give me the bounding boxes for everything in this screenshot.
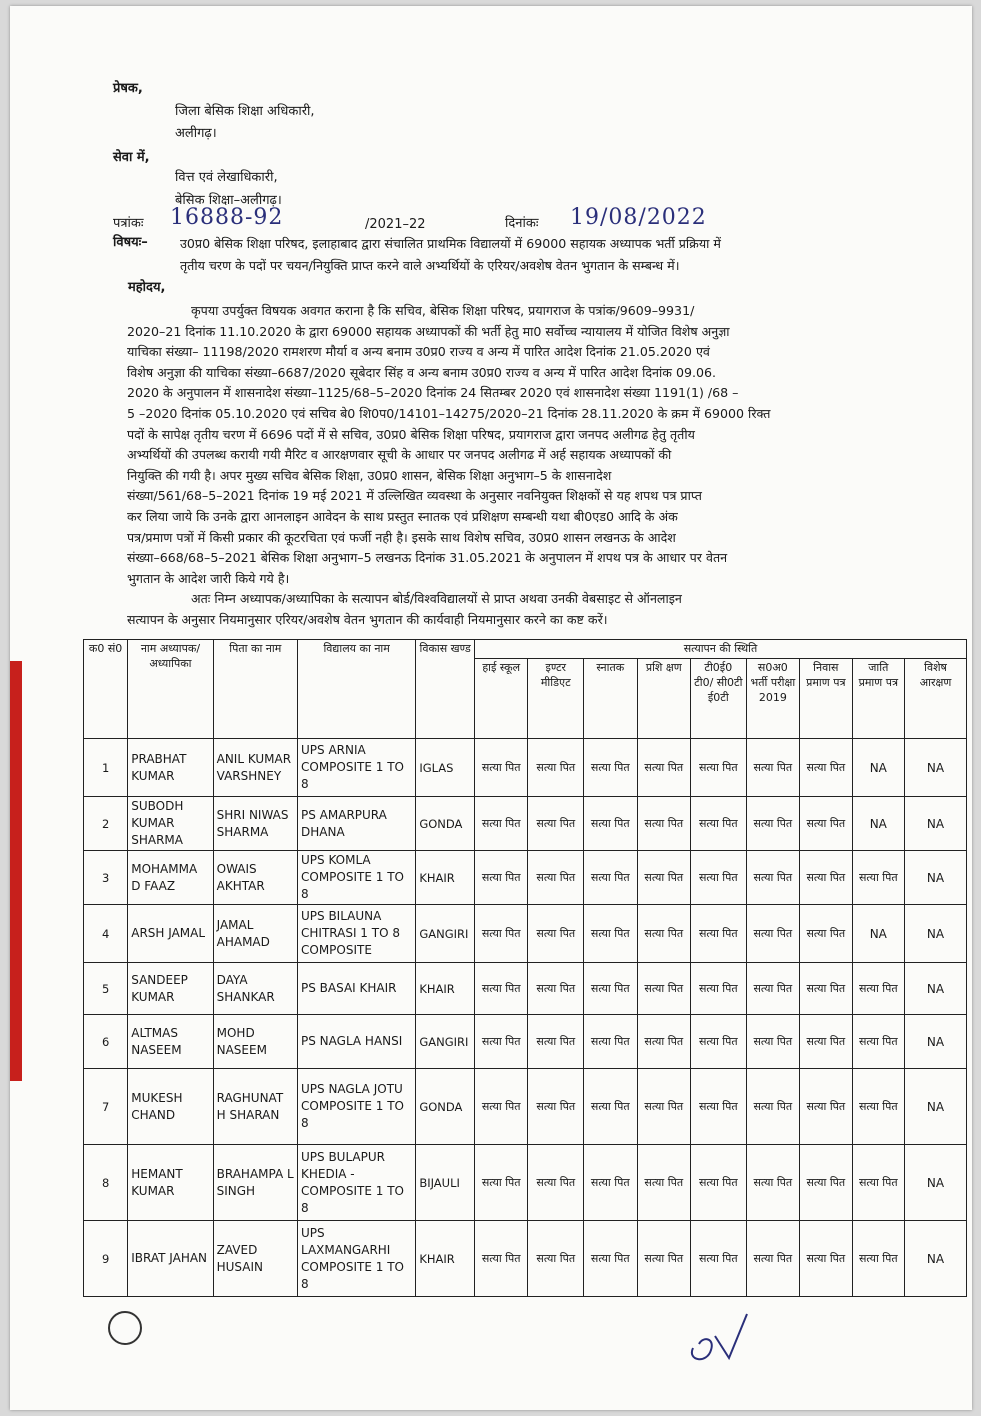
body-line: याचिका संख्या– 11198/2020 रामशरण मौर्या व अन्य बनाम उ0प्र0 राज्य व अन्य में पारित आदेश दिनांक 21.05.2020 एवं [127,344,710,360]
cell-father-name: ZAVED HUSAIN [213,1221,297,1297]
cell-verified: सत्या पित [474,851,528,905]
sub-header: जाति प्रमाण पत्र [852,659,904,739]
ref-label: पत्रांकः [113,216,144,231]
cell-sno: 9 [84,1221,128,1297]
sub-header: निवास प्रमाण पत्र [800,659,852,739]
col-header-name: नाम अध्यापक/ अध्यापिका [128,640,213,739]
cell-verified: सत्या पित [746,851,800,905]
cell-teacher-name: SANDEEP KUMAR [128,963,213,1015]
cell-father-name: DAYA SHANKAR [213,963,297,1015]
subject-line1: उ0प्र0 बेसिक शिक्षा परिषद, इलाहाबाद द्वारा संचालित प्राथमिक विद्यालयों में 69000 सहायक अध्यापक भर्ती प्रक्रिया में [180,236,721,251]
cell-sno: 7 [84,1069,128,1145]
cell-block: GONDA [416,1069,475,1145]
cell-sno: 4 [84,905,128,963]
cell-caste-certificate: NA [852,739,904,797]
cell-caste-certificate: सत्या पित [852,1069,904,1145]
cell-school-name: UPS BULAPUR KHEDIA - COMPOSITE 1 TO 8 [298,1145,416,1221]
cell-verified: सत्या पित [800,1015,852,1069]
closing-line: सत्यापन के अनुसार नियमानुसार एरियर/अवशेष वेतन भुगतान की कार्यवाही नियमानुसार करने का कष्ट करें। [127,611,608,627]
cell-verified: सत्या पित [528,797,584,851]
cell-school-name: UPS KOMLA COMPOSITE 1 TO 8 [298,851,416,905]
cell-teacher-name: ALTMAS NASEEM [128,1015,213,1069]
col-header-block: विकास खण्ड [416,640,475,739]
cell-verified: सत्या पित [637,851,691,905]
sub-header: स0अ0 भर्ती परीक्षा 2019 [746,659,800,739]
cell-verified: सत्या पित [691,963,747,1015]
cell-special-reservation: NA [905,1221,967,1297]
cell-verified: सत्या पित [746,1069,800,1145]
sub-header: हाई स्कूल [474,659,528,739]
cell-father-name: OWAIS AKHTAR [213,851,297,905]
cell-verified: सत्या पित [584,905,638,963]
col-header-verification: सत्यापन की स्थिति [474,640,966,659]
body-line: संख्या/561/68–5–2021 दिनांक 19 मई 2021 में उल्लिखित व्यवस्था के अनुसार नवनियुक्त शिक्षकों से यह शपथ पत्र प्राप्त [127,488,702,504]
cell-special-reservation: NA [905,905,967,963]
table-row [84,797,967,851]
cell-verified: सत्या पित [800,851,852,905]
table-row [84,851,967,905]
body-line: भुगतान के आदेश जारी किये गये है। [127,570,290,586]
cell-verified: सत्या पित [691,1221,747,1297]
cell-verified: सत्या पित [474,963,528,1015]
cell-verified: सत्या पित [474,1069,528,1145]
cell-special-reservation: NA [905,739,967,797]
cell-school-name: PS AMARPURA DHANA [298,797,416,851]
cell-verified: सत्या पित [746,1145,800,1221]
cell-block: KHAIR [416,1221,475,1297]
verification-table [83,639,967,1297]
body-line: अभ्यर्थियों की उपलब्ध करायी गयी मैरिट व आरक्षणवार सूची के आधार पर जनपद अलीगढ में अर्ह सहायक अध्यापकों की [127,447,672,463]
sub-header: टी0ई0 टी0/ सी0टी ई0टी [691,659,747,739]
cell-sno: 3 [84,851,128,905]
cell-school-name: UPS LAXMANGARHI COMPOSITE 1 TO 8 [298,1221,416,1297]
sender-label: प्रेषक, [113,81,143,96]
cell-verified: सत्या पित [746,905,800,963]
cell-verified: सत्या पित [474,797,528,851]
cell-sno: 6 [84,1015,128,1069]
cell-teacher-name: ARSH JAMAL [128,905,213,963]
cell-verified: सत्या पित [691,1069,747,1145]
cell-school-name: PS NAGLA HANSI [298,1015,416,1069]
body-line: कृपया उपर्युक्त विषयक अवगत कराना है कि सचिव, बेसिक शिक्षा परिषद, प्रयागराज के पत्रांक/9609–9931/ [191,303,695,318]
cell-father-name: ANIL KUMAR VARSHNEY [213,739,297,797]
cell-school-name: UPS ARNIA COMPOSITE 1 TO 8 [298,739,416,797]
cell-teacher-name: HEMANT KUMAR [128,1145,213,1221]
cell-teacher-name: MUKESH CHAND [128,1069,213,1145]
cell-verified: सत्या पित [528,1015,584,1069]
cell-verified: सत्या पित [691,905,747,963]
cell-caste-certificate: सत्या पित [852,851,904,905]
binding-edge [10,661,22,1081]
body-line: विशेष अनुज्ञा की याचिका संख्या–6687/2020 सूबेदार सिंह व अन्य बनाम उ0प्र0 राज्य व अन्य में पारित आदेश दिनांक 09.06. [127,364,717,380]
sub-header: स्नातक [584,659,638,739]
cell-verified: सत्या पित [474,1145,528,1221]
cell-verified: सत्या पित [474,1221,528,1297]
cell-block: GANGIRI [416,905,475,963]
cell-father-name: JAMAL AHAMAD [213,905,297,963]
closing-line: अतः निम्न अध्यापक/अध्यापिका के सत्यापन बोर्ड/विश्वविद्यालयों से प्राप्त अथवा उनकी वेबसाइट से ऑनलाइन [191,591,682,607]
signature-mark [685,1306,755,1366]
cell-verified: सत्या पित [584,1069,638,1145]
body-paragraph [127,301,907,631]
cell-verified: सत्या पित [691,851,747,905]
cell-sno: 1 [84,739,128,797]
cell-caste-certificate: सत्या पित [852,1145,904,1221]
cell-verified: सत्या पित [746,1221,800,1297]
cell-verified: सत्या पित [691,739,747,797]
cell-verified: सत्या पित [584,1015,638,1069]
cell-sno: 2 [84,797,128,851]
ref-number: 16888-92 [170,205,284,230]
col-header-sno: क0 सं0 [84,640,128,739]
subject-label: विषयः– [113,235,148,250]
cell-verified: सत्या पित [584,1221,638,1297]
table-row [84,1221,967,1297]
sender-line1: जिला बेसिक शिक्षा अधिकारी, [175,104,315,119]
cell-caste-certificate: NA [852,905,904,963]
cell-block: GONDA [416,797,475,851]
cell-school-name: UPS BILAUNA CHITRASI 1 TO 8 COMPOSITE [298,905,416,963]
cell-caste-certificate: सत्या पित [852,1015,904,1069]
cell-teacher-name: MOHAMMA D FAAZ [128,851,213,905]
sub-header: विशेष आरक्षण [905,659,967,739]
cell-verified: सत्या पित [528,905,584,963]
cell-verified: सत्या पित [800,739,852,797]
cell-verified: सत्या पित [528,739,584,797]
to-line2: बेसिक शिक्षा–अलीगढ़। [175,193,282,208]
cell-father-name: RAGHUNAT H SHARAN [213,1069,297,1145]
body-line: संख्या–668/68–5–2021 बेसिक शिक्षा अनुभाग–5 लखनऊ दिनांक 31.05.2021 के अनुपालन में शपथ पत्र के आधार पर वेतन [127,550,728,566]
to-line1: वित्त एवं लेखाधिकारी, [175,170,278,185]
cell-sno: 5 [84,963,128,1015]
cell-verified: सत्या पित [637,1069,691,1145]
cell-block: KHAIR [416,963,475,1015]
date-label: दिनांकः [505,216,539,231]
cell-verified: सत्या पित [746,963,800,1015]
ref-year: /2021–22 [365,217,426,232]
cell-father-name: MOHD NASEEM [213,1015,297,1069]
table-row [84,1145,967,1221]
to-label: सेवा में, [113,150,150,165]
cell-block: IGLAS [416,739,475,797]
cell-verified: सत्या पित [528,1221,584,1297]
cell-verified: सत्या पित [746,739,800,797]
cell-special-reservation: NA [905,851,967,905]
cell-verified: सत्या पित [637,1145,691,1221]
cell-special-reservation: NA [905,797,967,851]
cell-verified: सत्या पित [528,1069,584,1145]
cell-verified: सत्या पित [474,739,528,797]
salutation: महोदय, [128,280,166,295]
cell-caste-certificate: NA [852,797,904,851]
document-page [10,6,972,1410]
cell-verified: सत्या पित [637,963,691,1015]
cell-verified: सत्या पित [584,797,638,851]
cell-verified: सत्या पित [637,797,691,851]
cell-verified: सत्या पित [528,963,584,1015]
cell-teacher-name: PRABHAT KUMAR [128,739,213,797]
cell-verified: सत्या पित [528,1145,584,1221]
body-line: नियुक्ति की गयी है। अपर मुख्य सचिव बेसिक शिक्षा, उ0प्र0 शासन, बेसिक शिक्षा अनुभाग–5 के शासनादेश [127,467,612,483]
cell-caste-certificate: सत्या पित [852,1221,904,1297]
cell-block: BIJAULI [416,1145,475,1221]
date-value: 19/08/2022 [570,205,707,230]
cell-teacher-name: SUBODH KUMAR SHARMA [128,797,213,851]
sub-header: इण्टर मीडिएट [528,659,584,739]
cell-verified: सत्या पित [474,905,528,963]
cell-verified: सत्या पित [637,739,691,797]
initials-mark [108,1311,142,1345]
cell-father-name: SHRI NIWAS SHARMA [213,797,297,851]
cell-verified: सत्या पित [800,963,852,1015]
cell-verified: सत्या पित [691,797,747,851]
cell-verified: सत्या पित [800,1221,852,1297]
body-line: पदों के सापेक्ष तृतीय चरण में 6696 पदों में से सचिव, उ0प्र0 बेसिक शिक्षा परिषद, प्रयागराज द्वारा जनपद अलीगढ हेतु तृतीय [127,426,695,442]
body-line: 5 –2020 दिनांक 05.10.2020 एवं सचिव बे0 शि0प0/14101–14275/2020–21 दिनांक 28.11.2020 के क्रम में 69000 रिक्त [127,405,771,421]
cell-school-name: PS BASAI KHAIR [298,963,416,1015]
body-line: पत्र/प्रमाण पत्रों में किसी प्रकार की कूटरचिता एवं फर्जी नही है। इसके साथ विशेष सचिव, उ0प्र0 शासन लखनऊ के आदेश [127,529,676,545]
cell-verified: सत्या पित [637,905,691,963]
cell-caste-certificate: सत्या पित [852,963,904,1015]
cell-verified: सत्या पित [800,1069,852,1145]
cell-block: GANGIRI [416,1015,475,1069]
col-header-father: पिता का नाम [213,640,297,739]
cell-special-reservation: NA [905,1145,967,1221]
col-header-school: विद्यालय का नाम [298,640,416,739]
cell-verified: सत्या पित [746,1015,800,1069]
cell-verified: सत्या पित [474,1015,528,1069]
cell-verified: सत्या पित [637,1015,691,1069]
sub-header: प्रशि क्षण [637,659,691,739]
cell-verified: सत्या पित [746,797,800,851]
body-line: 2020 के अनुपालन में शासनादेश संख्या–1125/68–5–2020 दिनांक 24 सितम्बर 2020 एवं शासनादेश संख्या 1191(1) /68 – [127,385,739,401]
cell-teacher-name: IBRAT JAHAN [128,1221,213,1297]
cell-verified: सत्या पित [800,1145,852,1221]
body-line: कर लिया जाये कि उनके द्वारा आनलाइन आवेदन के साथ प्रस्तुत स्नातक एवं प्रशिक्षण सम्बन्धी यथा बी0एड0 आदि के अंक [127,508,678,524]
cell-school-name: UPS NAGLA JOTU COMPOSITE 1 TO 8 [298,1069,416,1145]
table-row [84,1069,967,1145]
cell-verified: सत्या पित [584,739,638,797]
subject-line2: तृतीय चरण के पदों पर चयन/नियुक्ति प्राप्त करने वाले अभ्यर्थियों के एरियर/अवशेष वेतन भुगतान के सम्बन्ध में। [180,258,680,273]
cell-verified: सत्या पित [691,1015,747,1069]
cell-verified: सत्या पित [637,1221,691,1297]
table-row [84,739,967,797]
sender-line2: अलीगढ़। [175,126,217,141]
cell-verified: सत्या पित [584,851,638,905]
cell-verified: सत्या पित [584,963,638,1015]
table-row [84,963,967,1015]
cell-block: KHAIR [416,851,475,905]
cell-verified: सत्या पित [528,851,584,905]
cell-verified: सत्या पित [584,1145,638,1221]
cell-verified: सत्या पित [800,797,852,851]
cell-verified: सत्या पित [800,905,852,963]
cell-special-reservation: NA [905,963,967,1015]
table-row [84,1015,967,1069]
cell-special-reservation: NA [905,1069,967,1145]
body-line: 2020–21 दिनांक 11.10.2020 के द्वारा 69000 सहायक अध्यापकों की भर्ती हेतु मा0 सर्वोच्च न्यायालय में योजित विशेष अनुज्ञा [127,323,730,339]
cell-sno: 8 [84,1145,128,1221]
cell-special-reservation: NA [905,1015,967,1069]
cell-father-name: BRAHAMPA L SINGH [213,1145,297,1221]
table-row [84,905,967,963]
cell-verified: सत्या पित [691,1145,747,1221]
